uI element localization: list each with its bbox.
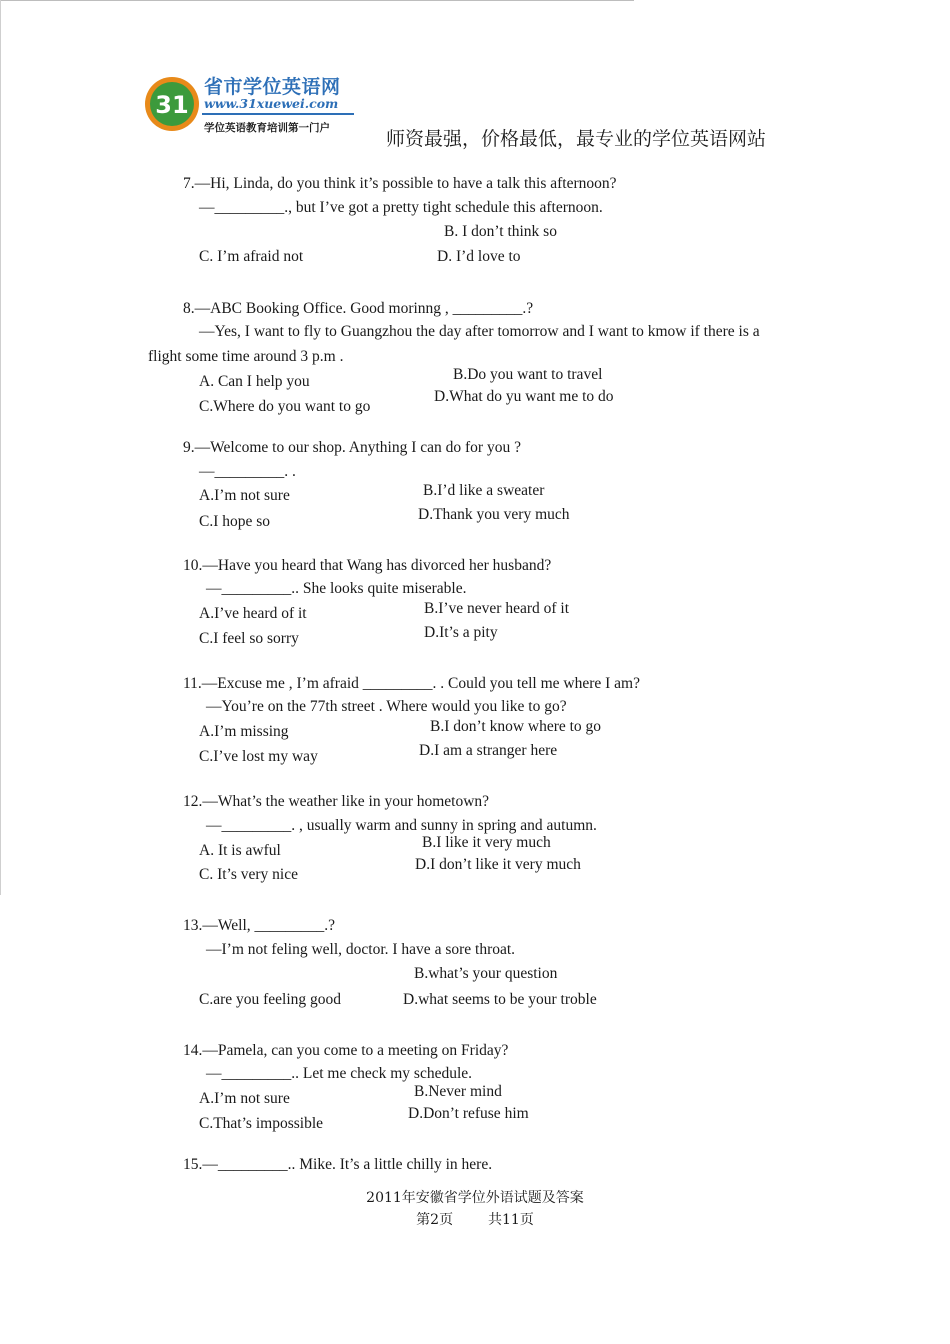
q8-stem: 8.—ABC Booking Office. Good morinng , _________.?: [183, 300, 534, 317]
footer-page-info: [0, 1209, 950, 1229]
q14-stem: 14.—Pamela, can you come to a meeting on Friday?: [183, 1042, 509, 1059]
q8-option-b: B.Do you want to travel: [453, 366, 603, 383]
q14-reply: —_________.. Let me check my schedule.: [206, 1065, 473, 1082]
q9-option-b: B.I’d like a sweater: [423, 482, 545, 499]
q13-stem: 13.—Well, _________.?: [183, 917, 336, 934]
logo-title: 省市学位英语网: [204, 76, 341, 98]
q7-stem: 7.—Hi, Linda, do you think it’s possible to have a talk this afternoon?: [183, 175, 617, 192]
q9-reply: —_________. .: [199, 463, 296, 480]
q12-option-b: B.I like it very much: [422, 834, 551, 851]
q11-stem: 11.—Excuse me , I’m afraid _________. . Could you tell me where I am?: [183, 675, 640, 692]
q8-option-a: A. Can I help you: [199, 373, 310, 390]
q14-option-c: C.That’s impossible: [199, 1115, 323, 1132]
q10-option-d: D.It’s a pity: [424, 624, 498, 641]
logo-url: www.31xuewei.com: [204, 96, 339, 111]
q14-option-b: B.Never mind: [414, 1083, 502, 1100]
q11-option-d: D.I am a stranger here: [419, 742, 558, 759]
q13-option-c: C.are you feeling good: [199, 991, 342, 1008]
q8-option-d: D.What do yu want me to do: [434, 388, 614, 405]
left-margin-rule: [0, 0, 1, 895]
q8-reply-line2: flight some time around 3 p.m .: [148, 348, 344, 365]
q11-option-a: A.I’m missing: [199, 723, 289, 740]
q13-option-b: B.what’s your question: [414, 965, 558, 982]
q13-reply: —I’m not feling well, doctor. I have a sore throat.: [206, 941, 516, 958]
q12-option-c: C. It’s very nice: [199, 866, 299, 883]
q10-stem: 10.—Have you heard that Wang has divorced her husband?: [183, 557, 552, 574]
logo-underline: [202, 113, 354, 115]
q14-option-a: A.I’m not sure: [199, 1090, 290, 1107]
q11-reply: —You’re on the 77th street . Where would you like to go?: [206, 698, 567, 715]
site-logo: [144, 72, 359, 142]
q10-reply: —_________.. She looks quite miserable.: [206, 580, 467, 597]
q8-option-c: C.Where do you want to go: [199, 398, 371, 415]
q12-reply: —_________. , usually warm and sunny in spring and autumn.: [206, 817, 597, 834]
q10-option-a: A.I’ve heard of it: [199, 605, 307, 622]
q15-stem: 15.—_________.. Mike. It’s a little chilly in here.: [183, 1156, 493, 1173]
q9-option-c: C.I hope so: [199, 513, 271, 530]
q7-reply: —_________., but I’ve got a pretty tight schedule this afternoon.: [199, 199, 603, 216]
q9-stem: 9.—Welcome to our shop. Anything I can do for you ?: [183, 439, 521, 456]
top-rule: [0, 0, 634, 1]
q7-option-c: C. I’m afraid not: [199, 248, 304, 265]
logo-number: 31: [155, 91, 189, 119]
q7-option-b: B. I don’t think so: [444, 223, 557, 240]
logo-tagline: 学位英语教育培训第一门户: [204, 122, 330, 134]
q13-option-d: D.what seems to be your troble: [403, 991, 597, 1008]
q12-stem: 12.—What’s the weather like in your hometown?: [183, 793, 490, 810]
q8-reply-line1: —Yes, I want to fly to Guangzhou the day after tomorrow and I want to kmow if there is a: [199, 323, 760, 340]
q11-option-b: B.I don’t know where to go: [430, 718, 602, 735]
q7-option-d: D. I’d love to: [437, 248, 521, 265]
q12-option-a: A. It is awful: [199, 842, 281, 859]
header-slogan: 师资最强，价格最低，最专业的学位英语网站: [386, 128, 767, 150]
q9-option-d: D.Thank you very much: [418, 506, 570, 523]
footer-title: 2011年安徽省学位外语试题及答案: [366, 1190, 584, 1206]
q9-option-a: A.I’m not sure: [199, 487, 290, 504]
logo-31-badge: [144, 76, 200, 132]
footer-page-total: 共11页: [488, 1212, 534, 1228]
q11-option-c: C.I’ve lost my way: [199, 748, 318, 765]
q14-option-d: D.Don’t refuse him: [408, 1105, 529, 1122]
q10-option-b: B.I’ve never heard of it: [424, 600, 570, 617]
q12-option-d: D.I don’t like it very much: [415, 856, 581, 873]
footer-page-number: 第2页: [416, 1212, 454, 1228]
q10-option-c: C.I feel so sorry: [199, 630, 299, 647]
